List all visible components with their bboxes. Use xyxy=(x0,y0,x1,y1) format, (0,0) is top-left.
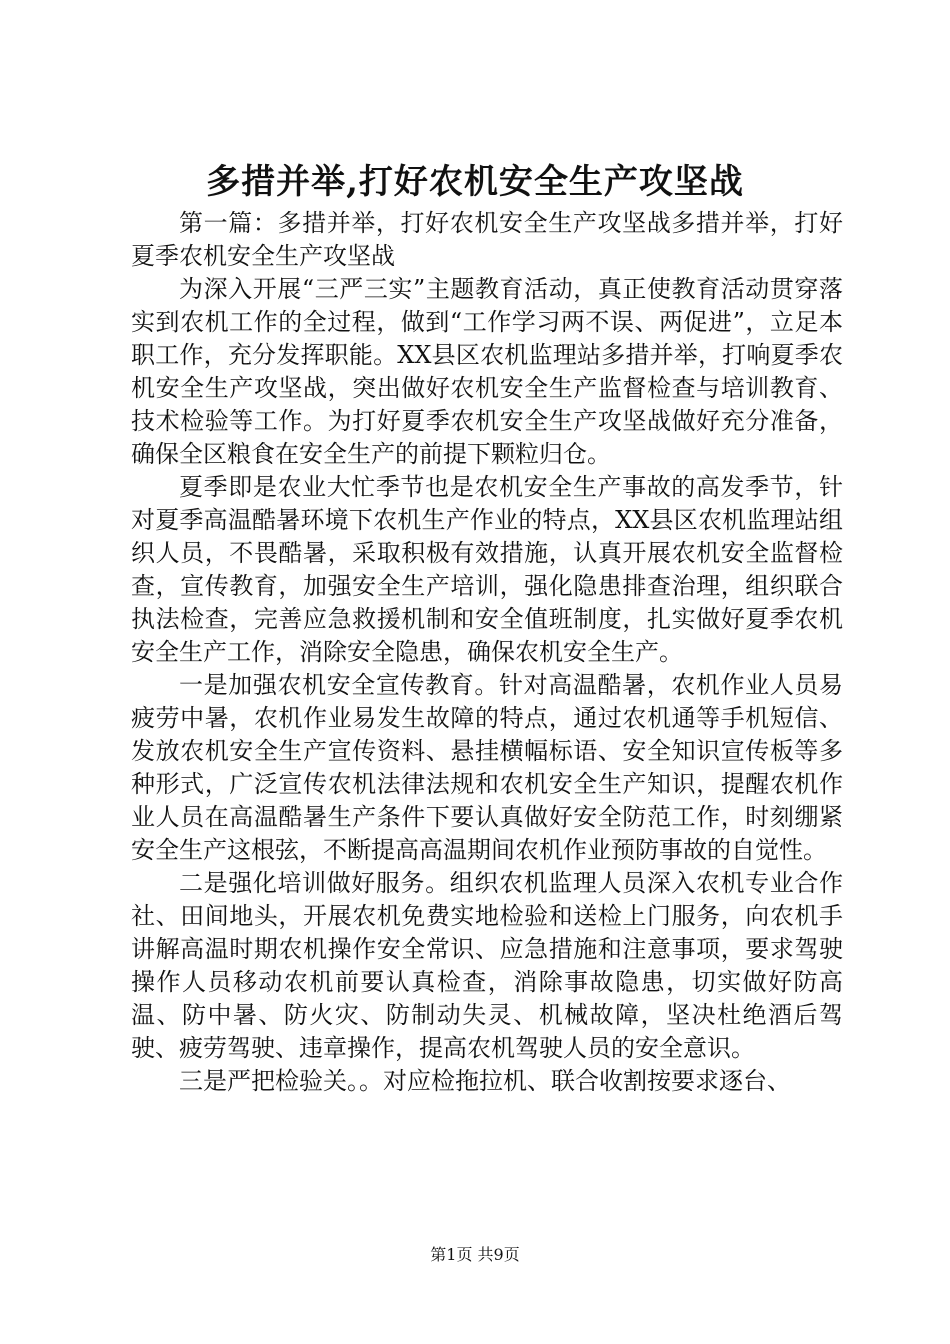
paragraph-background: 为深入开展“三严三实”主题教育活动，真正使教育活动贯穿落实到农机工作的全过程，做到“工作学习两不误、两促进”，立足本职工作，充分发挥职能。XX县区农机监理站多措并举，打响夏季农机安全生产攻坚战，突出做好农机安全生产监督检查与培训教育、技术检验等工作。为打好夏季农机安全生产攻坚战做好充分准备，确保全区粮食在安全生产的前提下颗粒归仓。 xyxy=(131,275,843,468)
document-title: 多措并举,打好农机安全生产攻坚战 xyxy=(206,162,744,202)
paragraph-point-one: 一是加强农机安全宣传教育。针对高温酷暑，农机作业人员易疲劳中暑，农机作业易发生故障的特点，通过农机通等手机短信、发放农机安全生产宣传资料、悬挂横幅标语、安全知识宣传板等多种形式，广泛宣传农机法律法规和农机安全生产知识，提醒农机作业人员在高温酷暑生产条件下要认真做好安全防范工作，时刻绷紧安全生产这根弦，不断提高高温期间农机作业预防事故的自觉性。 xyxy=(131,671,843,864)
paragraph-point-three: 三是严把检验关。。对应检拖拉机、联合收割按要求逐台、 xyxy=(179,1067,791,1095)
document-body xyxy=(131,207,843,1098)
paragraph-point-two: 二是强化培训做好服务。组织农机监理人员深入农机专业合作社、田间地头，开展农机免费实地检验和送检上门服务，向农机手讲解高温时期农机操作安全常识、应急措施和注意事项，要求驾驶操作人员移动农机前要认真检查，消除事故隐患，切实做好防高温、防中暑、防火灾、防制动失灵、机械故障，坚决杜绝酒后驾驶、疲劳驾驶、违章操作，提高农机驾驶人员的安全意识。 xyxy=(131,869,843,1062)
page-number: 第1页 共9页 xyxy=(430,1245,520,1264)
paragraph-intro: 第一篇：多措并举，打好农机安全生产攻坚战多措并举，打好夏季农机安全生产攻坚战 xyxy=(131,209,843,270)
paragraph-summer-season: 夏季即是农业大忙季节也是农机安全生产事故的高发季节，针对夏季高温酷暑环境下农机生产作业的特点，XX县区农机监理站组织人员，不畏酷暑，采取积极有效措施，认真开展农机安全监督检查，宣传教育，加强安全生产培训，强化隐患排查治理，组织联合执法检查，完善应急救援机制和安全值班制度，扎实做好夏季农机安全生产工作，消除安全隐患，确保农机安全生产。 xyxy=(131,473,843,666)
